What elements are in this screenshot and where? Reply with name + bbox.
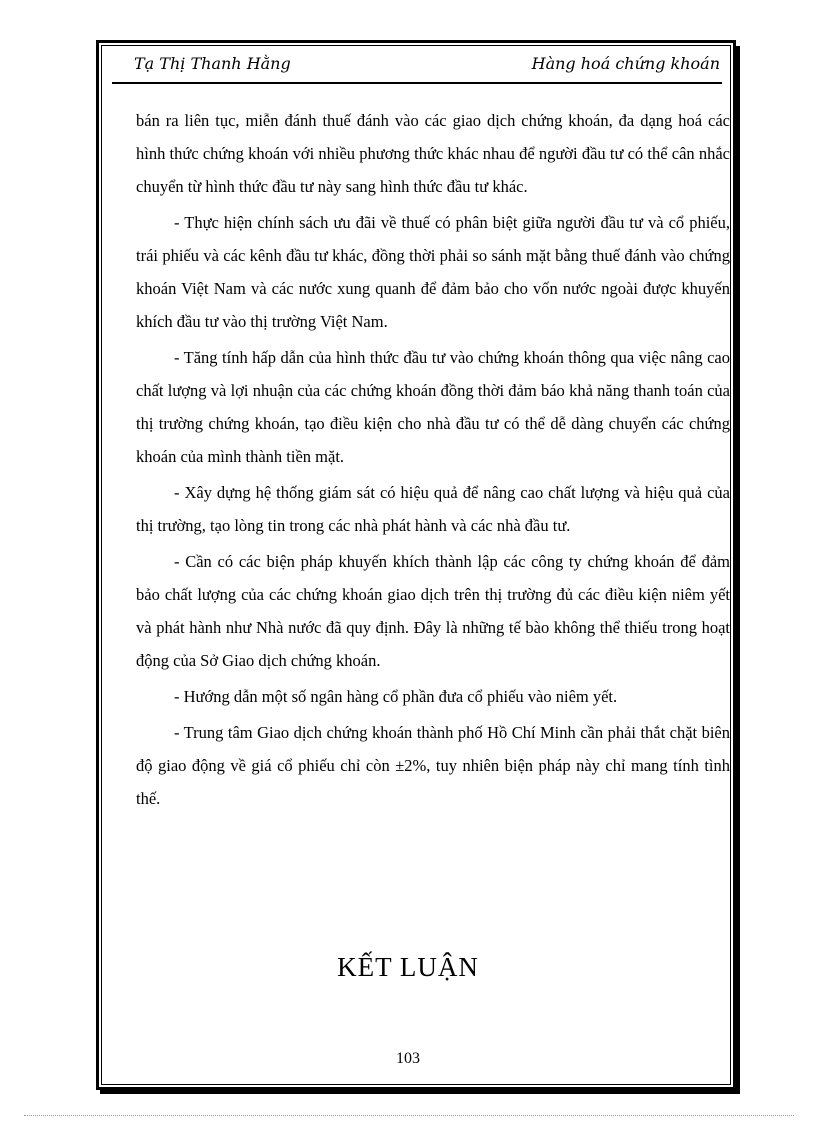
page-number: 103 — [396, 1050, 420, 1067]
page-break-line — [24, 1115, 794, 1116]
paragraph-attractiveness: - Tăng tính hấp dẫn của hình thức đầu tư vào chứng khoán thông qua việc nâng cao chất lượng và lợi nhuận của các chứng khoán đồng thời đảm báo khả năng thanh toán của thị trường chứng khoán, tạo điều kiện cho nhà đầu tư có thể dễ dàng chuyển các chứng khoán của mình thành tiền mặt. — [136, 348, 730, 466]
page-header — [112, 50, 722, 84]
body-text — [136, 104, 730, 815]
header-author: Tạ Thị Thanh Hằng — [134, 54, 291, 73]
border-shadow-right — [736, 46, 740, 1094]
paragraph-tax-policy: - Thực hiện chính sách ưu đãi về thuế có phân biệt giữa người đầu tư và cổ phiếu, trái phiếu và các kênh đầu tư khác, đồng thời phải so sánh mặt bằng thuế đánh vào chứng khoán Việt Nam và các nước xung quanh để đảm bảo cho vốn nước ngoài được khuyến khích đầu tư vào thị trường Việt Nam. — [136, 213, 730, 331]
paragraph-bank-listing: - Hướng dẫn một số ngân hàng cổ phần đưa cổ phiếu vào niêm yết. — [174, 687, 618, 706]
header-subject: Hàng hoá chứng khoán — [531, 54, 720, 73]
paragraph-securities-companies: - Cần có các biện pháp khuyến khích thành lập các công ty chứng khoán để đảm bảo chất lượng của các chứng khoán giao dịch trên thị trường đủ các điều kiện niêm yết và phát hành như Nhà nước đã quy định. Đây là những tế bào không thể thiếu trong hoạt động của Sở Giao dịch chứng khoán. — [136, 552, 730, 670]
border-shadow-bottom — [100, 1090, 740, 1094]
paragraph-supervision: - Xây dựng hệ thống giám sát có hiệu quả để nâng cao chất lượng và hiệu quả của thị trường, tạo lòng tin trong các nhà phát hành và các nhà đầu tư. — [136, 483, 730, 535]
section-title: KẾT LUẬN — [337, 952, 479, 982]
paragraph-continuation: bán ra liên tục, miễn đánh thuế đánh vào các giao dịch chứng khoán, đa dạng hoá các hình thức chứng khoán với nhiều phương thức khác nhau để người đầu tư có thể cân nhắc chuyển từ hình thức đầu tư này sang hình thức đầu tư khác. — [136, 111, 730, 196]
paragraph-price-band: - Trung tâm Giao dịch chứng khoán thành phố Hồ Chí Minh cần phải thắt chặt biên độ giao động về giá cổ phiếu chỉ còn ±2%, tuy nhiên biện pháp này chỉ mang tính tình thế. — [136, 723, 730, 808]
